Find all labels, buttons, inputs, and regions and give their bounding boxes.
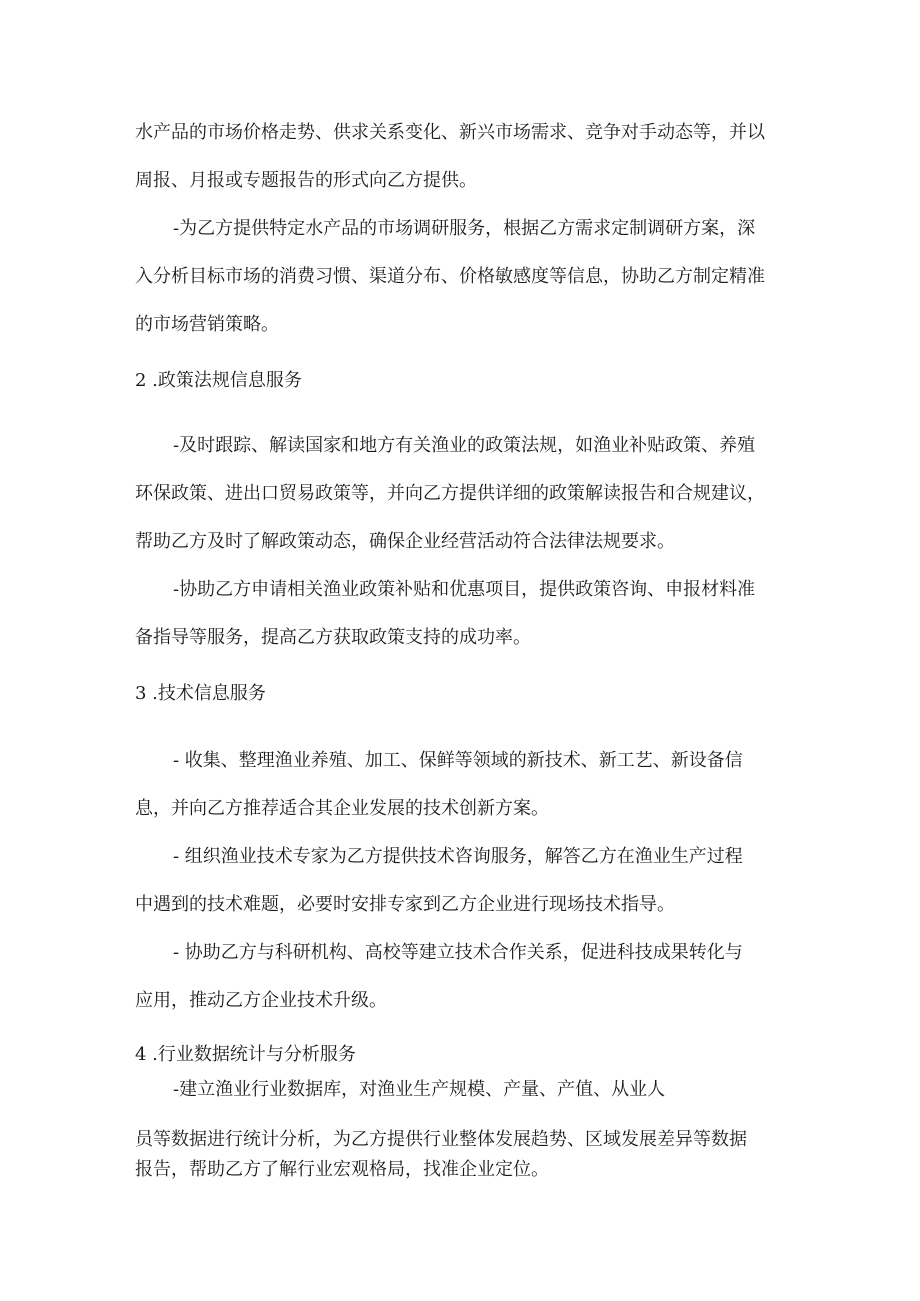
paragraph-line: 应用，推动乙方企业技术升级。: [135, 990, 387, 1011]
section-heading: 3 .技术信息服务: [135, 683, 266, 704]
paragraph-line: -建立渔业行业数据库，对渔业生产规模、产量、产值、从业人: [173, 1079, 666, 1100]
paragraph-line: -及时跟踪、解读国家和地方有关渔业的政策法规，如渔业补贴政策、养殖: [173, 435, 756, 456]
paragraph-line: 的市场营销策略。: [135, 314, 279, 335]
section-heading: 4 .行业数据统计与分析服务: [135, 1044, 356, 1065]
paragraph-line: 环保政策、进出口贸易政策等，并向乙方提供详细的政策解读报告和合规建议，: [135, 483, 765, 504]
paragraph-line: - 收集、整理渔业养殖、加工、保鲜等领域的新技术、新工艺、新设备信: [173, 750, 743, 771]
paragraph-line: 帮助乙方及时了解政策动态，确保企业经营活动符合法律法规要求。: [135, 531, 675, 552]
paragraph-line: - 协助乙方与科研机构、高校等建立技术合作关系，促进科技成果转化与: [173, 942, 743, 963]
paragraph-line: 周报、月报或专题报告的形式向乙方提供。: [135, 170, 477, 191]
section-heading: 2 .政策法规信息服务: [135, 370, 302, 391]
paragraph-line: 入分析目标市场的消费习惯、渠道分布、价格敏感度等信息，协助乙方制定精准: [135, 266, 765, 287]
paragraph-line: -协助乙方申请相关渔业政策补贴和优惠项目，提供政策咨询、申报材料准: [173, 579, 756, 600]
paragraph-line: 息，并向乙方推荐适合其企业发展的技术创新方案。: [135, 798, 549, 819]
paragraph-line: 备指导等服务，提高乙方获取政策支持的成功率。: [135, 627, 531, 648]
paragraph-line: -为乙方提供特定水产品的市场调研服务，根据乙方需求定制调研方案，深: [173, 218, 756, 239]
paragraph-line: - 组织渔业技术专家为乙方提供技术咨询服务，解答乙方在渔业生产过程: [173, 846, 743, 867]
paragraph-line: 报告，帮助乙方了解行业宏观格局，找准企业定位。: [135, 1159, 549, 1180]
paragraph-line: 中遇到的技术难题，必要时安排专家到乙方企业进行现场技术指导。: [135, 894, 675, 915]
paragraph-line: 员等数据进行统计分析，为乙方提供行业整体发展趋势、区域发展差异等数据: [135, 1129, 747, 1150]
paragraph-line: 水产品的市场价格走势、供求关系变化、新兴市场需求、竞争对手动态等，并以: [135, 122, 765, 143]
